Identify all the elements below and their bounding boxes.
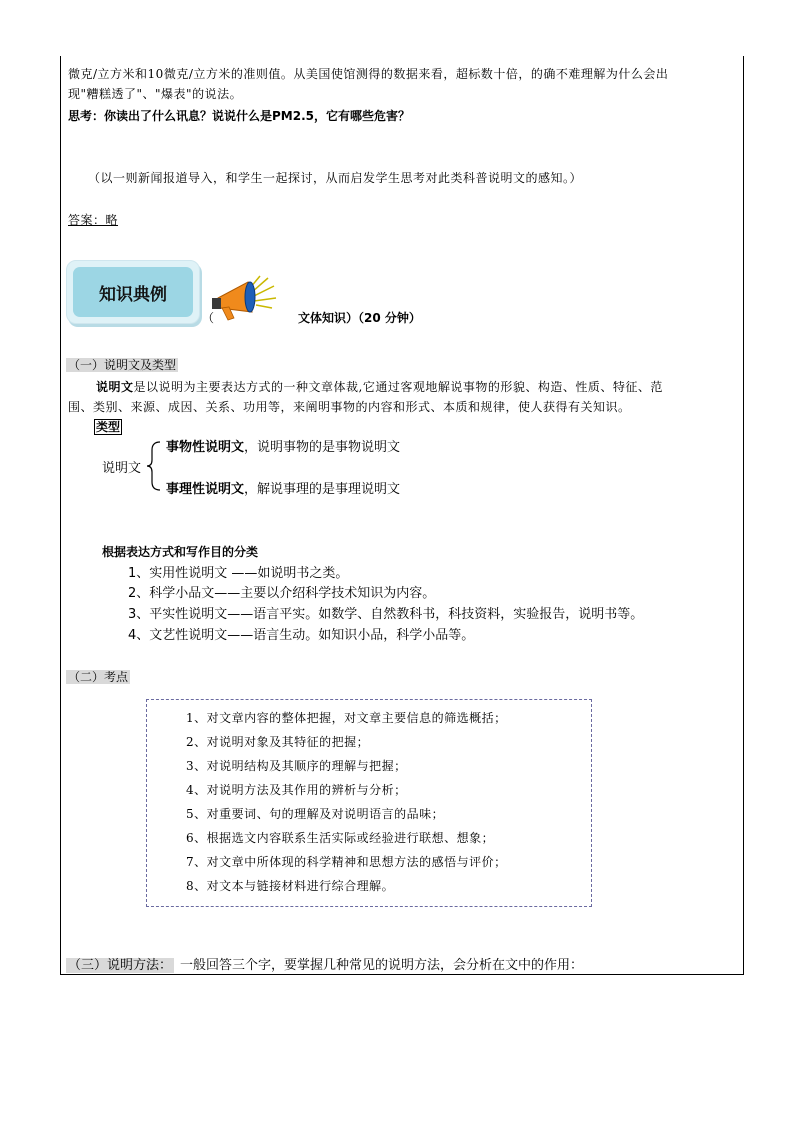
type-label <box>94 419 122 435</box>
intro-note: （以一则新闻报道导入，和学生一起探讨，从而启发学生思考对此类科普说明文的感知。） <box>88 171 583 185</box>
type-root: 说明文 <box>102 461 142 476</box>
type-branch-1-term: 事物性说明文 <box>166 440 245 455</box>
type-branch-2-term: 事理性说明文 <box>166 482 245 497</box>
intro-line-2: 现"糟糕透了"、"爆表"的说法。 <box>68 87 243 101</box>
curly-brace-icon <box>146 440 162 492</box>
think-text: 你读出了什么讯息？说说什么是PM2.5，它有哪些危害？ <box>104 109 411 123</box>
section-badge <box>66 260 200 324</box>
type-branch-1 <box>166 440 400 456</box>
classify-item: 3、平实性说明文——语言平实。如数学、自然教科书，科技资料，实验报告，说明书等。 <box>128 607 644 622</box>
classify-item: 1、实用性说明文 ——如说明书之类。 <box>128 566 349 581</box>
part1-header-label: （一）说明文及类型 <box>68 358 177 372</box>
intro-line-1: 微克/立方米和10微克/立方米的准则值。从美国使馆测得的数据来看，超标数十倍，的确不难理解为什么会出 <box>68 67 669 81</box>
think-label: 思考： <box>68 109 105 123</box>
section-subtitle: 文体知识）（20 分钟） <box>298 311 421 325</box>
exam-point: 1、对文章内容的整体把握，对文章主要信息的筛选概括； <box>186 711 507 725</box>
exam-points-box <box>146 699 592 907</box>
part1-header <box>66 357 178 373</box>
answer-text: 答案：略 <box>68 213 119 227</box>
type-branch-2-text: ，解说事理的是事理说明文 <box>244 482 401 497</box>
classify-item: 2、科学小品文——主要以介绍科学技术知识为内容。 <box>128 586 436 601</box>
definition-text-1: 是以说明为主要表达方式的一种文章体裁,它通过客观地解说事物的形貌、构造、性质、特征、范 <box>133 380 663 394</box>
think-question <box>68 108 410 124</box>
classify-item: 4、文艺性说明文——语言生动。如知识小品，科学小品等。 <box>128 628 475 643</box>
exam-point: 2、对说明对象及其特征的把握； <box>186 735 370 749</box>
part3-header-label: （三）说明方法： <box>68 958 173 973</box>
megaphone-icon <box>208 274 280 326</box>
exam-point: 8、对文本与链接材料进行综合理解。 <box>186 879 395 893</box>
part2-header-label: （二）考点 <box>68 670 129 684</box>
type-branch-1-text: ，说明事物的是事物说明文 <box>244 440 401 455</box>
exam-point: 3、对说明结构及其顺序的理解与把握； <box>186 759 407 773</box>
exam-point: 5、对重要词、句的理解及对说明语言的品味； <box>186 807 445 821</box>
badge-paren: （ <box>202 311 215 325</box>
exam-point: 6、根据选文内容联系生活实际或经验进行联想、想象； <box>186 831 495 845</box>
definition-line-1 <box>96 379 663 395</box>
classify-title: 根据表达方式和写作目的分类 <box>102 545 259 559</box>
section-badge-title: 知识典例 <box>73 267 193 317</box>
part2-header <box>66 669 130 685</box>
part3-text: 一般回答三个字，要掌握几种常见的说明方法，会分析在文中的作用： <box>180 958 584 973</box>
definition-term: 说明文 <box>96 380 134 394</box>
type-branch-2 <box>166 482 400 498</box>
exam-point: 4、对说明方法及其作用的辨析与分析； <box>186 783 407 797</box>
exam-point: 7、对文章中所体现的科学精神和思想方法的感悟与评价； <box>186 855 507 869</box>
type-label-box: 类型 <box>96 420 121 434</box>
part3-line <box>66 958 583 974</box>
definition-line-2: 围、类别、来源、成因、关系、功用等，来阐明事物的内容和形式、本质和规律，使人获得有关知识。 <box>68 400 631 414</box>
